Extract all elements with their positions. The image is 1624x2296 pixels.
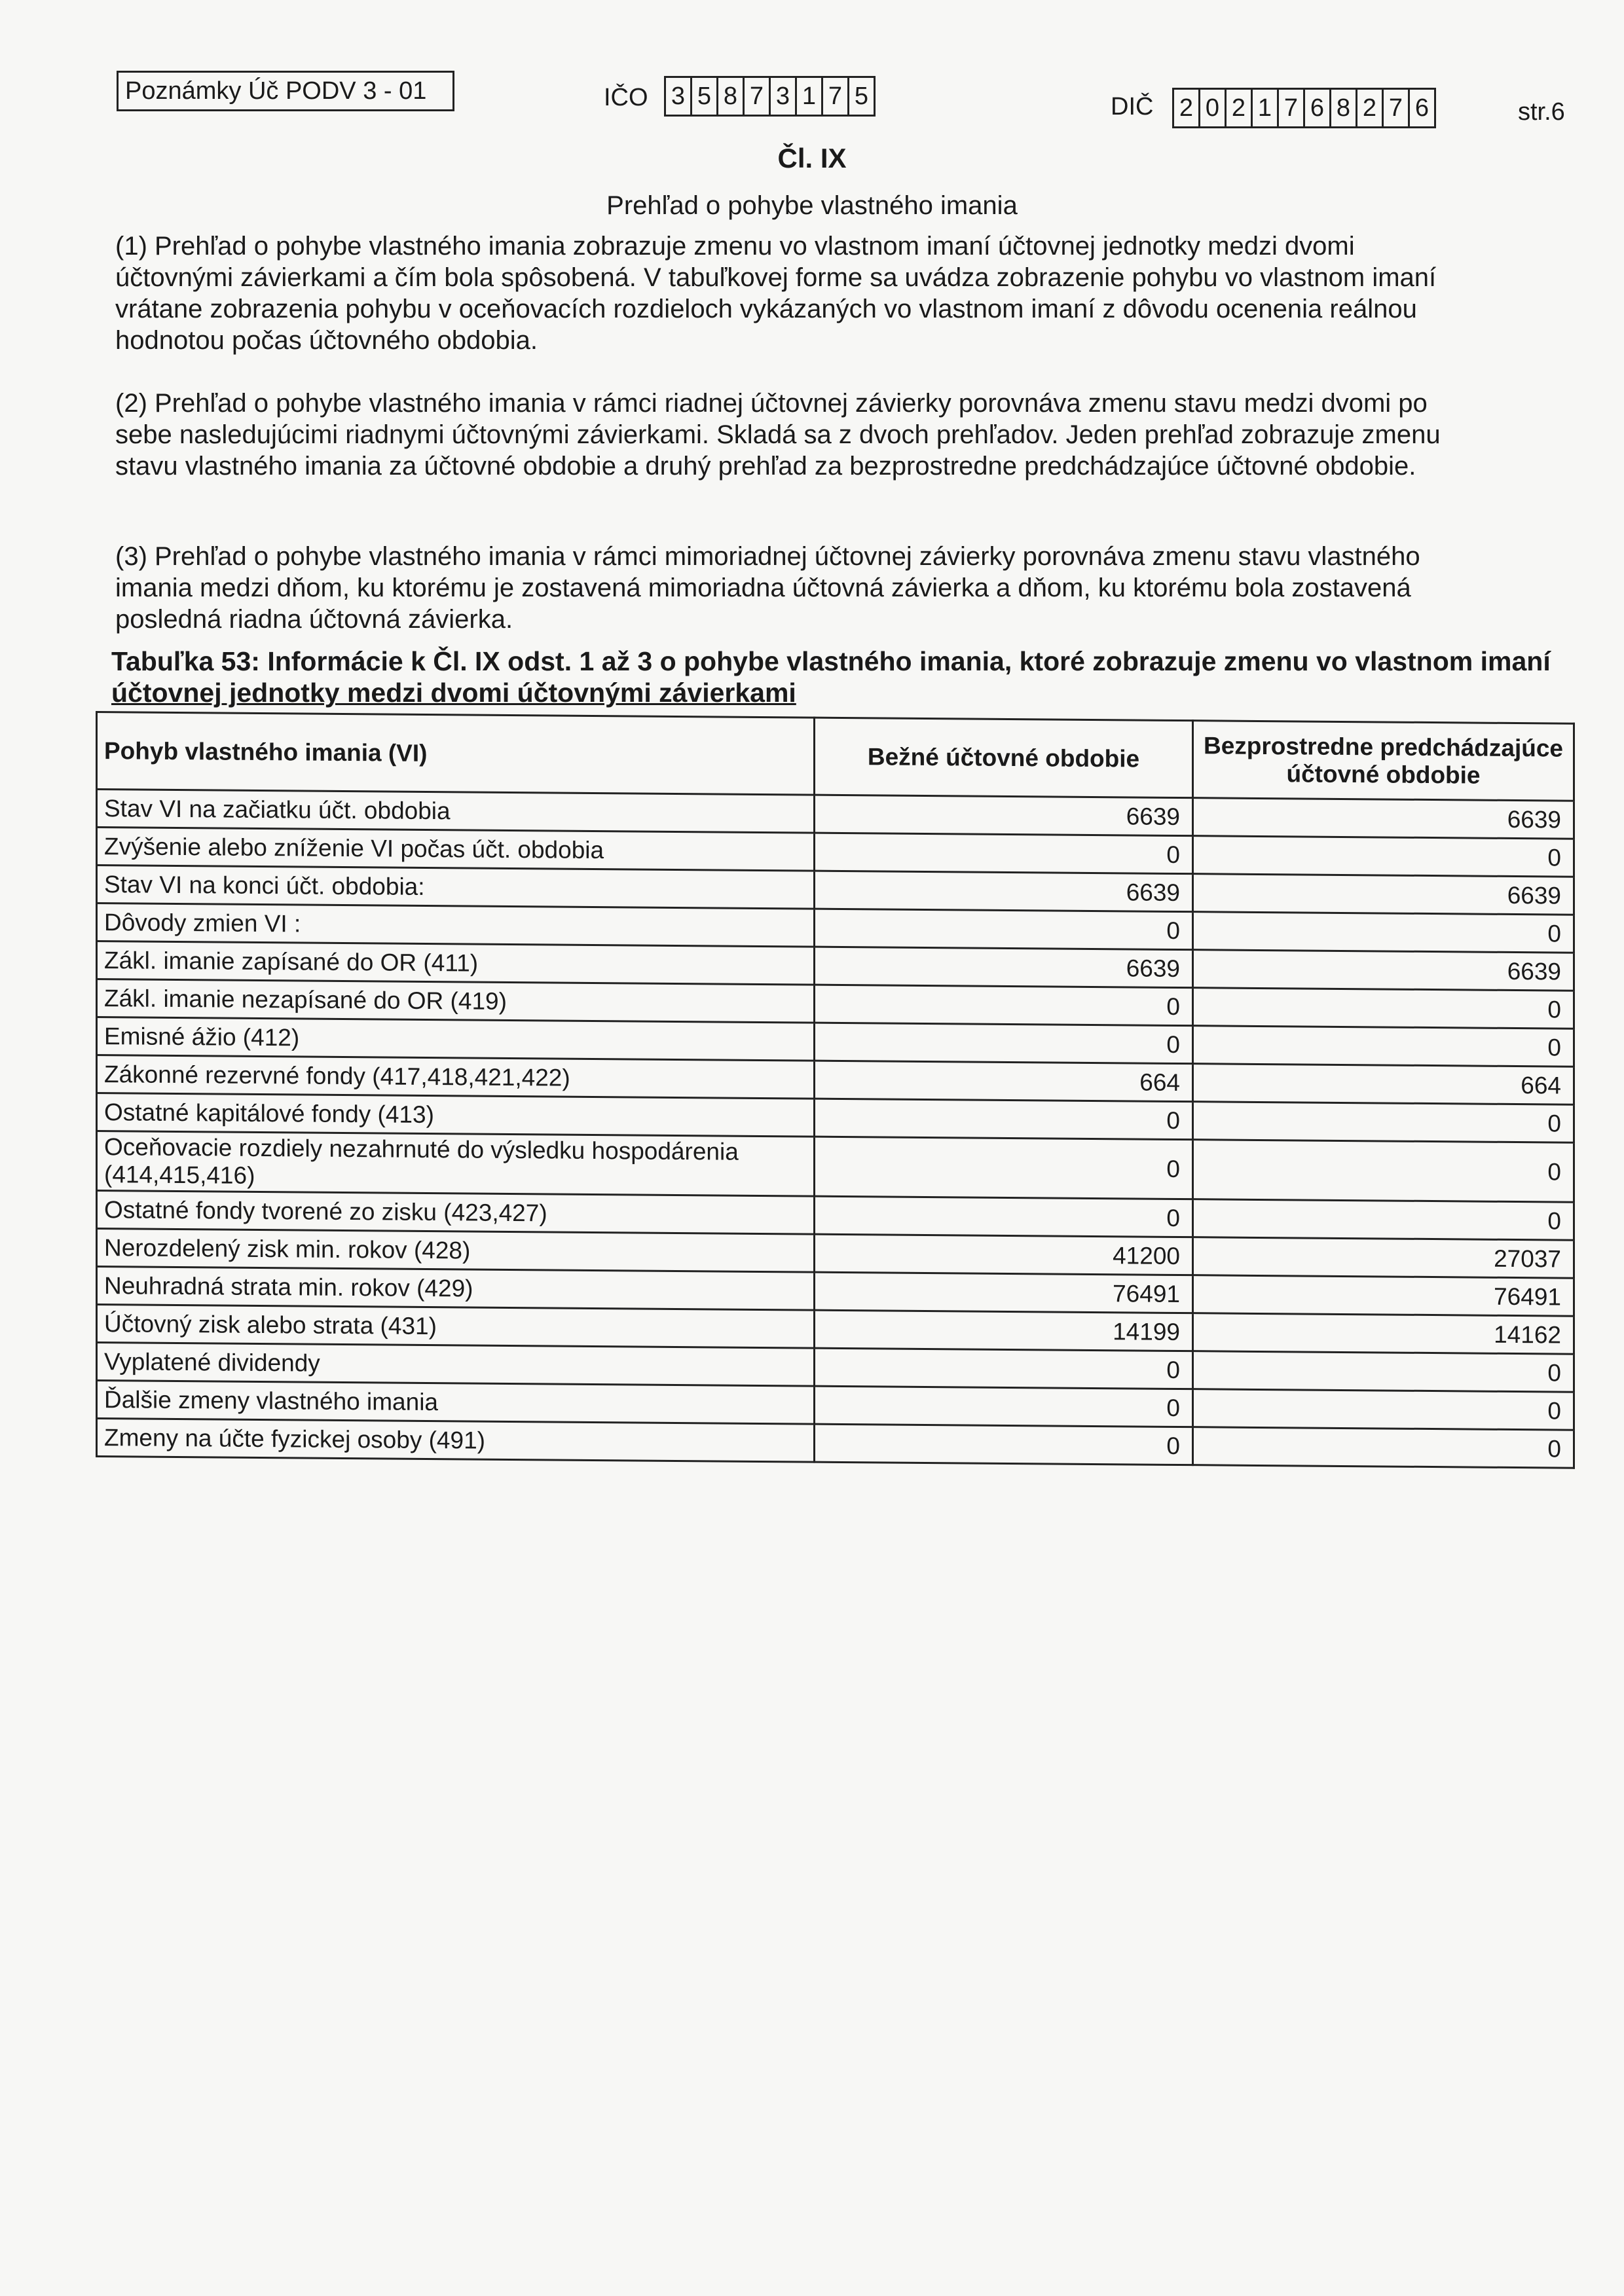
- row-label: Nerozdelený zisk min. rokov (428): [97, 1229, 815, 1273]
- header-movement: Pohyb vlastného imania (VI): [97, 712, 815, 795]
- row-label: Zmeny na účte fyzickej osoby (491): [97, 1419, 815, 1463]
- row-label: Stav VI na konci účt. obdobia:: [97, 866, 815, 909]
- row-previous: 0: [1193, 1140, 1574, 1203]
- row-label: Emisné ážio (412): [97, 1017, 815, 1061]
- row-previous: 0: [1193, 1026, 1574, 1067]
- ico-digit: 8: [718, 76, 745, 117]
- row-previous: 14162: [1193, 1313, 1574, 1355]
- row-current: 0: [815, 1099, 1193, 1140]
- row-previous: 6639: [1193, 874, 1574, 915]
- row-previous: 0: [1193, 836, 1574, 877]
- dic-digit: 1: [1253, 88, 1279, 128]
- row-current: 0: [815, 1386, 1193, 1427]
- dic-digit: 8: [1331, 88, 1357, 128]
- dic-digit: 2: [1174, 88, 1200, 128]
- row-current: 0: [815, 1137, 1193, 1199]
- row-previous: 0: [1193, 1102, 1574, 1143]
- row-current: 14199: [815, 1310, 1193, 1351]
- article-subtitle: Prehľad o pohybe vlastného imania: [606, 191, 1018, 220]
- table-row: [97, 1131, 1574, 1203]
- row-current: 0: [815, 985, 1193, 1026]
- row-label: Stav VI na začiatku účt. obdobia: [97, 790, 815, 833]
- dic-digit: 2: [1357, 88, 1384, 128]
- header-current-period: Bežné účtovné obdobie: [815, 718, 1193, 798]
- dic-digit: 7: [1279, 88, 1305, 128]
- row-label: Ďalšie zmeny vlastného imania: [97, 1381, 815, 1425]
- row-previous: 0: [1193, 1389, 1574, 1430]
- row-label: Zákonné rezervné fondy (417,418,421,422): [97, 1055, 815, 1099]
- row-previous: 0: [1193, 1351, 1574, 1393]
- ico-digit: 3: [771, 76, 797, 117]
- ico-digit: 1: [797, 76, 823, 117]
- row-label: Ostatné fondy tvorené zo zisku (423,427): [97, 1191, 815, 1235]
- row-current: 0: [815, 1196, 1193, 1237]
- row-current: 0: [815, 1023, 1193, 1064]
- row-previous: 6639: [1193, 950, 1574, 991]
- row-label: Oceňovacie rozdiely nezahrnuté do výsledku hospodárenia (414,415,416): [97, 1131, 815, 1197]
- form-label: Poznámky Úč PODV 3 - 01: [117, 71, 454, 111]
- row-current: 6639: [815, 795, 1193, 836]
- row-previous: 27037: [1193, 1237, 1574, 1279]
- table-caption-line-1: Tabuľka 53: Informácie k Čl. IX odst. 1 až 3 o pohybe vlastného imania, ktoré zobrazuje zmenu vo vlastnom imaní: [111, 646, 1551, 676]
- header-previous-period: Bezprostredne predchádzajúce účtovné obdobie: [1193, 721, 1574, 801]
- row-label: Zákl. imanie nezapísané do OR (419): [97, 979, 815, 1023]
- table-caption: [111, 646, 1578, 708]
- dic-digit: 6: [1305, 88, 1331, 128]
- dic-digit: 7: [1384, 88, 1410, 128]
- row-current: 6639: [815, 871, 1193, 912]
- dic-digit: 0: [1200, 88, 1227, 128]
- row-label: Neuhradná strata min. rokov (429): [97, 1267, 815, 1311]
- row-current: 76491: [815, 1272, 1193, 1313]
- equity-movement-table: [96, 711, 1575, 1469]
- dic-digit: 2: [1227, 88, 1253, 128]
- paragraph-2: (2) Prehľad o pohybe vlastného imania v rámci riadnej účtovnej závierky porovnáva zmenu stavu medzi dvomi po sebe nasledujúcimi riadnymi účtovnými závierkami. Skladá sa z dvoch prehľadov. Jeden prehľad zobrazuje zmenu stavu vlastného imania za účtovné obdobie a druhý prehľad za bezprostredne predchádzajúce účtovné obdobie.: [115, 389, 1441, 481]
- ico-digit: 7: [823, 76, 849, 117]
- row-label: Vyplatené dividendy: [97, 1343, 815, 1387]
- row-current: 6639: [815, 947, 1193, 988]
- paragraph-3: (3) Prehľad o pohybe vlastného imania v rámci mimoriadnej účtovnej závierky porovnáva zmenu stavu vlastného imania medzi dňom, ku ktorému je zostavená mimoriadna účtovná závierka a dňom, ku ktorému bola zostavená posledná riadna účtovná závierka.: [115, 542, 1420, 634]
- row-label: Dôvody zmien VI :: [97, 903, 815, 947]
- row-previous: 0: [1193, 988, 1574, 1029]
- row-current: 0: [815, 833, 1193, 874]
- dic-label: DIČ: [1111, 93, 1154, 120]
- ico-digit-boxes: [664, 76, 876, 117]
- row-previous: 664: [1193, 1064, 1574, 1105]
- table-caption-line-2: účtovnej jednotky medzi dvomi účtovnými závierkami: [111, 678, 796, 708]
- row-previous: 0: [1193, 1199, 1574, 1241]
- ico-digit: 3: [666, 76, 692, 117]
- paragraph-1: (1) Prehľad o pohybe vlastného imania zobrazuje zmenu vo vlastnom imaní účtovnej jednotky medzi dvomi účtovnými závierkami a čím bola spôsobená. V tabuľkovej forme sa uvádza zobrazenie pohybu vo vlastnom imaní vrátane zobrazenia pohybu v oceňovacích rozdieloch vykázaných vo vlastnom imaní z dôvodu ocenenia reálnou hodnotou počas účtovného obdobia.: [115, 232, 1437, 355]
- row-current: 664: [815, 1061, 1193, 1102]
- ico-digit: 5: [849, 76, 876, 117]
- row-label: Zvýšenie alebo zníženie VI počas účt. obdobia: [97, 828, 815, 871]
- row-current: 41200: [815, 1234, 1193, 1275]
- ico-label: IČO: [604, 84, 648, 111]
- row-label: Zákl. imanie zapísané do OR (411): [97, 941, 815, 985]
- row-previous: 6639: [1193, 798, 1574, 839]
- dic-digit: 6: [1410, 88, 1436, 128]
- article-title: Čl. IX: [777, 143, 847, 173]
- page-number: str.6: [1518, 98, 1565, 126]
- row-current: 0: [815, 1348, 1193, 1389]
- dic-digit-boxes: [1172, 88, 1436, 128]
- row-current: 0: [815, 909, 1193, 950]
- ico-digit: 5: [692, 76, 718, 117]
- ico-digit: 7: [745, 76, 771, 117]
- table-header-row: [97, 712, 1574, 801]
- row-current: 0: [815, 1424, 1193, 1465]
- row-previous: 0: [1193, 912, 1574, 953]
- row-label: Ostatné kapitálové fondy (413): [97, 1093, 815, 1137]
- row-previous: 76491: [1193, 1275, 1574, 1317]
- row-label: Účtovný zisk alebo strata (431): [97, 1305, 815, 1349]
- row-previous: 0: [1193, 1427, 1574, 1468]
